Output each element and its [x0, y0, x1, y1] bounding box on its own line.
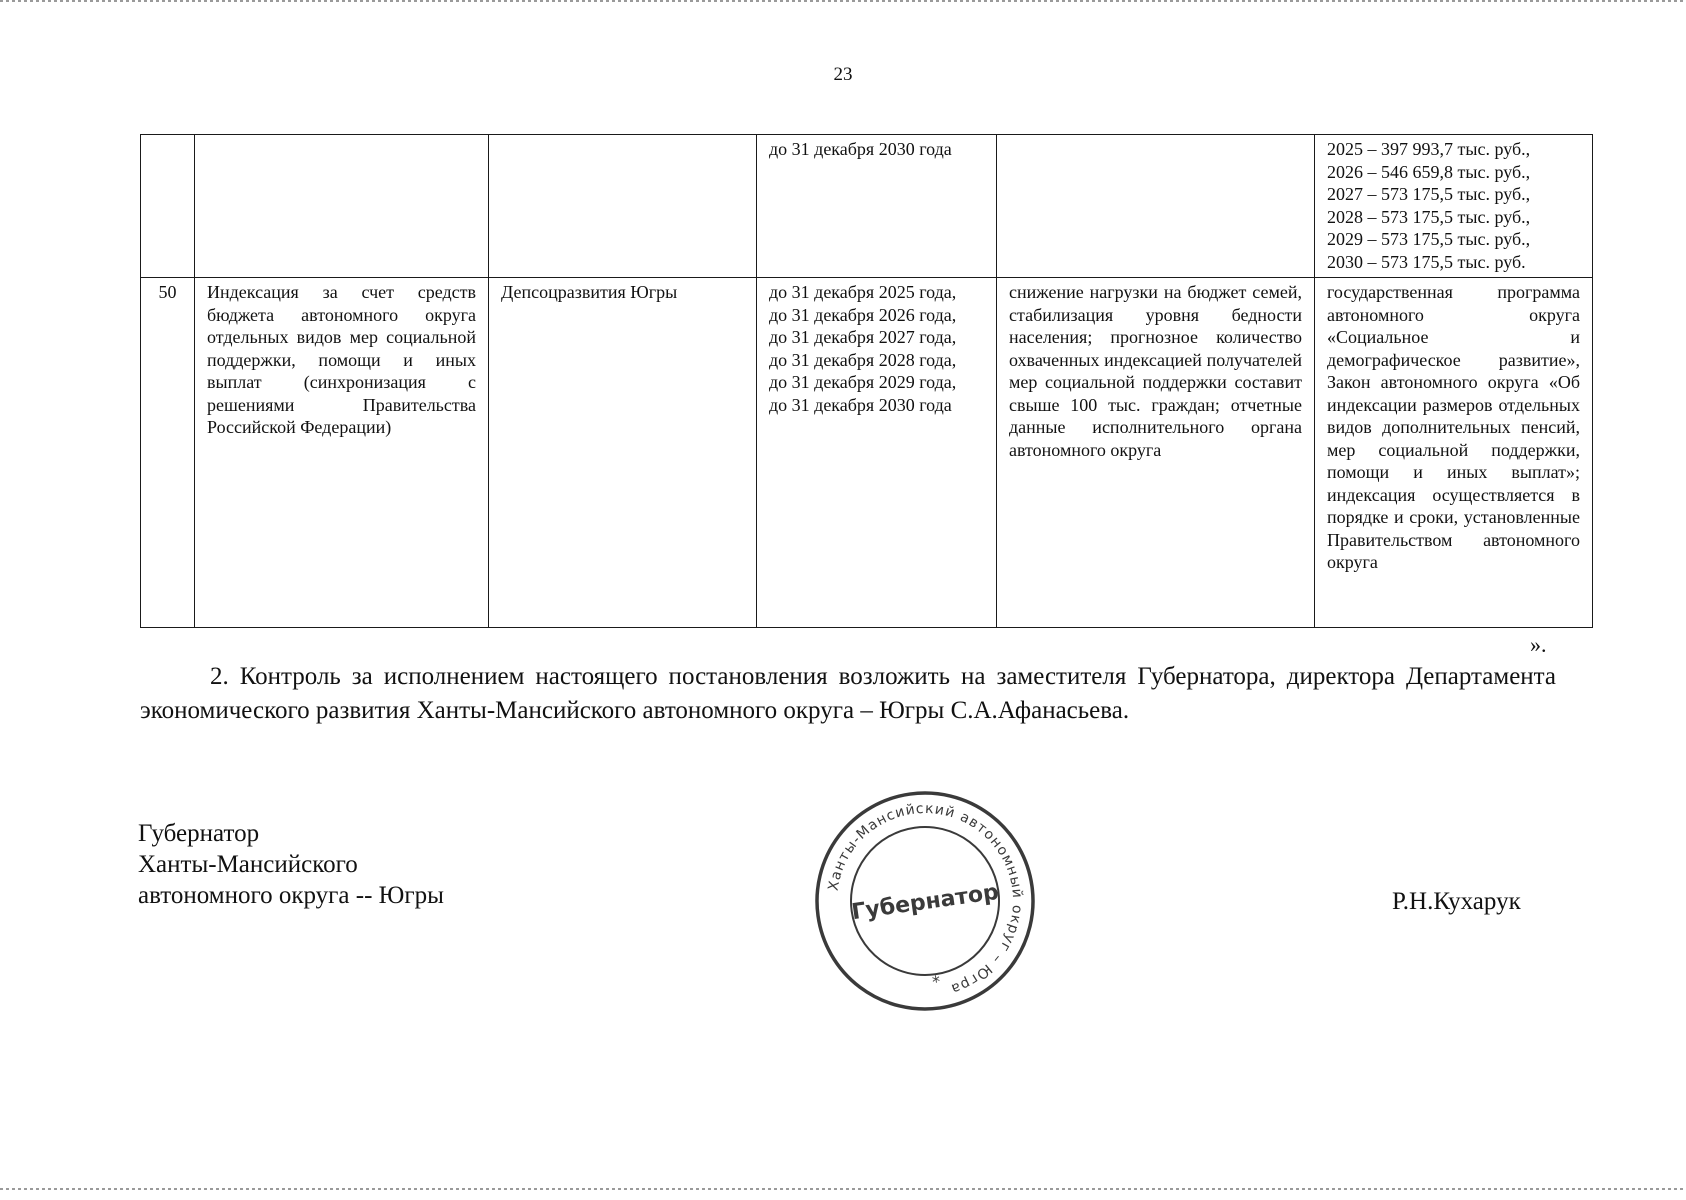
deadline-line: до 31 декабря 2030 года — [769, 139, 952, 159]
result-cell: снижение нагрузки на бюджет семей, стабилизация уровня бедности населения; прогнозное количество охваченных индексацией получателей мер социальной поддержки составит свыше 100 тыс. граждан; отчетные данные исполнительного органа автономного округа — [997, 278, 1315, 628]
deadline-line: до 31 декабря 2027 года, — [769, 327, 957, 347]
finance-line: 2028 – 573 175,5 тыс. руб., — [1327, 206, 1531, 227]
table-row — [141, 278, 1593, 628]
finance-line: 2027 – 573 175,5 тыс. руб., — [1327, 184, 1531, 204]
page-number: 23 — [833, 64, 853, 85]
finance-line: 2026 – 546 659,8 тыс. руб., — [1327, 161, 1531, 182]
deadline-cell — [757, 135, 997, 278]
signer-position-line: автономного округа -- Югры — [138, 882, 444, 909]
executor-cell: Депсоцразвития Югры — [489, 278, 757, 628]
seal-star: * — [931, 971, 942, 992]
deadline-line: до 31 декабря 2029 года, — [769, 372, 957, 392]
deadline-cell — [757, 278, 997, 628]
basis-cell: государственная программа автономного округа «Социальное и демографическое развитие», Закон автономного округа «Об индексации размеров отдельных видов дополнительных пенсий, мер социальной поддержки, помощи и иных выплат»; индексация осуществляется в порядке и сроки, установленные Правительством автономного округа — [1315, 278, 1593, 628]
measure-cell: Индексация за счет средств бюджета автономного округа отдельных видов мер социальной поддержки, помощи и иных выплат (синхронизация с решениями Правительства Российской Федерации) — [195, 278, 489, 628]
result-cell — [997, 135, 1315, 278]
deadline-line: до 31 декабря 2028 года, — [769, 349, 957, 370]
official-seal — [812, 788, 1038, 1014]
signer-name: Р.Н.Кухарук — [1392, 888, 1521, 915]
row-number-cell: 50 — [141, 278, 195, 628]
deadline-line: до 31 декабря 2025 года, — [769, 282, 957, 302]
deadline-line: до 31 декабря 2026 года, — [769, 304, 957, 325]
scan-top-edge — [0, 0, 1686, 2]
finance-line: 2029 – 573 175,5 тыс. руб., — [1327, 229, 1531, 249]
executor-cell — [489, 135, 757, 278]
signer-position-line: Губернатор — [138, 820, 260, 847]
signer-position-line: Ханты-Мансийского — [138, 851, 358, 878]
finance-cell — [1315, 135, 1593, 278]
control-paragraph: 2. Контроль за исполнением настоящего постановления возложить на заместителя Губернатора, директора Департамента экономического развития Ханты-Мансийского автономного округа – Югры С.А.Афанасьева. — [140, 663, 1556, 724]
closing-quote: ». — [1530, 632, 1547, 657]
finance-line: 2030 – 573 175,5 тыс. руб. — [1327, 251, 1526, 272]
finance-line: 2025 – 397 993,7 тыс. руб., — [1327, 139, 1531, 159]
measures-table — [140, 134, 1593, 628]
scan-bottom-edge — [0, 1188, 1686, 1190]
seal-ring-text: Ханты-Мансийский автономный округ – Югра — [825, 800, 1026, 997]
measure-cell — [195, 135, 489, 278]
row-number-cell — [141, 135, 195, 278]
deadline-line: до 31 декабря 2030 года — [769, 394, 952, 415]
seal-center-text: Губернатор — [850, 879, 1001, 926]
table-row — [141, 135, 1593, 278]
signer-position — [138, 818, 444, 911]
